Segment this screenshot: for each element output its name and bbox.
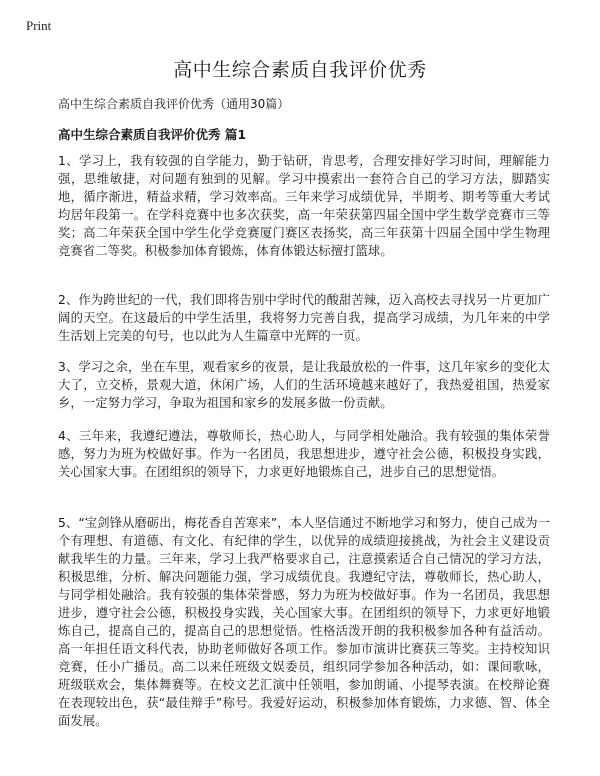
paragraph-4: 4、三年来，我遵纪遵法，尊敬师长，热心助人，与同学相处融洽。我有较强的集体荣誉感，努力为班为校做好事。作为一名团员，我思想进步，遵守社会公德，积极投身实践，关心国家大事。在团组织的领导下，力求更好地锻炼自己，进步自己的思想觉悟。 <box>58 429 550 479</box>
document-subtitle: 高中生综合素质自我评价优秀（通用30篇） <box>58 97 290 111</box>
paragraph-3: 3、学习之余，坐在车里，观看家乡的夜景，是让我最放松的一件事，这几年家乡的变化太大了，立交桥，景观大道，休闲广场，人们的生活环境越来越好了，我热爱祖国，热爱家乡，一定努力学习，争取为祖国和家乡的发展多做一份贡献。 <box>58 360 550 410</box>
section-heading: 高中生综合素质自我评价优秀 篇1 <box>58 127 247 142</box>
page-title: 高中生综合素质自我评价优秀 <box>173 59 427 81</box>
print-link[interactable]: Print <box>26 18 52 33</box>
paragraph-1: 1、学习上，我有较强的自学能力，勤于钻研，肯思考，合理安排好学习时间，理解能力强，思维敏捷，对问题有独到的见解。学习中摸索出一套符合自己的学习方法，脚踏实地，循序渐进，精益求精，学习效率高。三年来学习成绩优异，半期考、期考等重大考试均居年段第一。在学科竞赛中也多次获奖，高一年荣获第四届全国中学生数学竞赛市三等奖；高二年荣获全国中学生化学竞赛厦门赛区表扬奖，高三年获第十四届全国中学生物理竞赛省二等奖。积极参加体育锻炼，体育体锻达标擅打篮球。 <box>58 154 550 258</box>
paragraph-2: 2、作为跨世纪的一代，我们即将告别中学时代的酸甜苦辣，迈入高校去寻找另一片更加广阔的天空。在这最后的中学生活里，我将努力完善自我，提高学习成绩，为几年来的中学生活划上完美的句号，也以此为人生篇章中光辉的一页。 <box>58 293 550 343</box>
paragraph-5: 5、“宝剑锋从磨砺出，梅花香自苦寒来”，本人坚信通过不断地学习和努力，使自己成为一个有理想、有道德、有文化、有纪律的学生，以优异的成绩迎接挑战，为社会主义建设贡献我毕生的力量。三年来，学习上我严格要求自己，注意摸索适合自己情况的学习方法，积极思维，分析、解决问题能力强，学习成绩优良。我遵纪守法，尊敬师长，热心助人，与同学相处融洽。我有较强的集体荣誉感，努力为班为校做好事。作为一名团员，我思想进步，遵守社会公德，积极投身实践，关心国家大事。在团组织的领导下，力求更好地锻炼自己，提高自己的，提高自己的思想觉悟。性格活泼开朗的我积极参加各种有益活动。高一年担任语文科代表，协助老师做好各项工作。参加市演讲比赛获三等奖。主持校知识竞赛，任小广播员。高二以来任班级文娱委员，组织同学参加各种活动，如：课间歌咏，班级联欢会，集体舞赛等。在校文艺汇演中任领唱，参加朗诵、小提琴表演。在校辩论赛在表现较出色，获“最佳辩手”称号。我爱好运动，积极参加体育锻炼，力求德、智、体全面发展。 <box>58 516 550 728</box>
